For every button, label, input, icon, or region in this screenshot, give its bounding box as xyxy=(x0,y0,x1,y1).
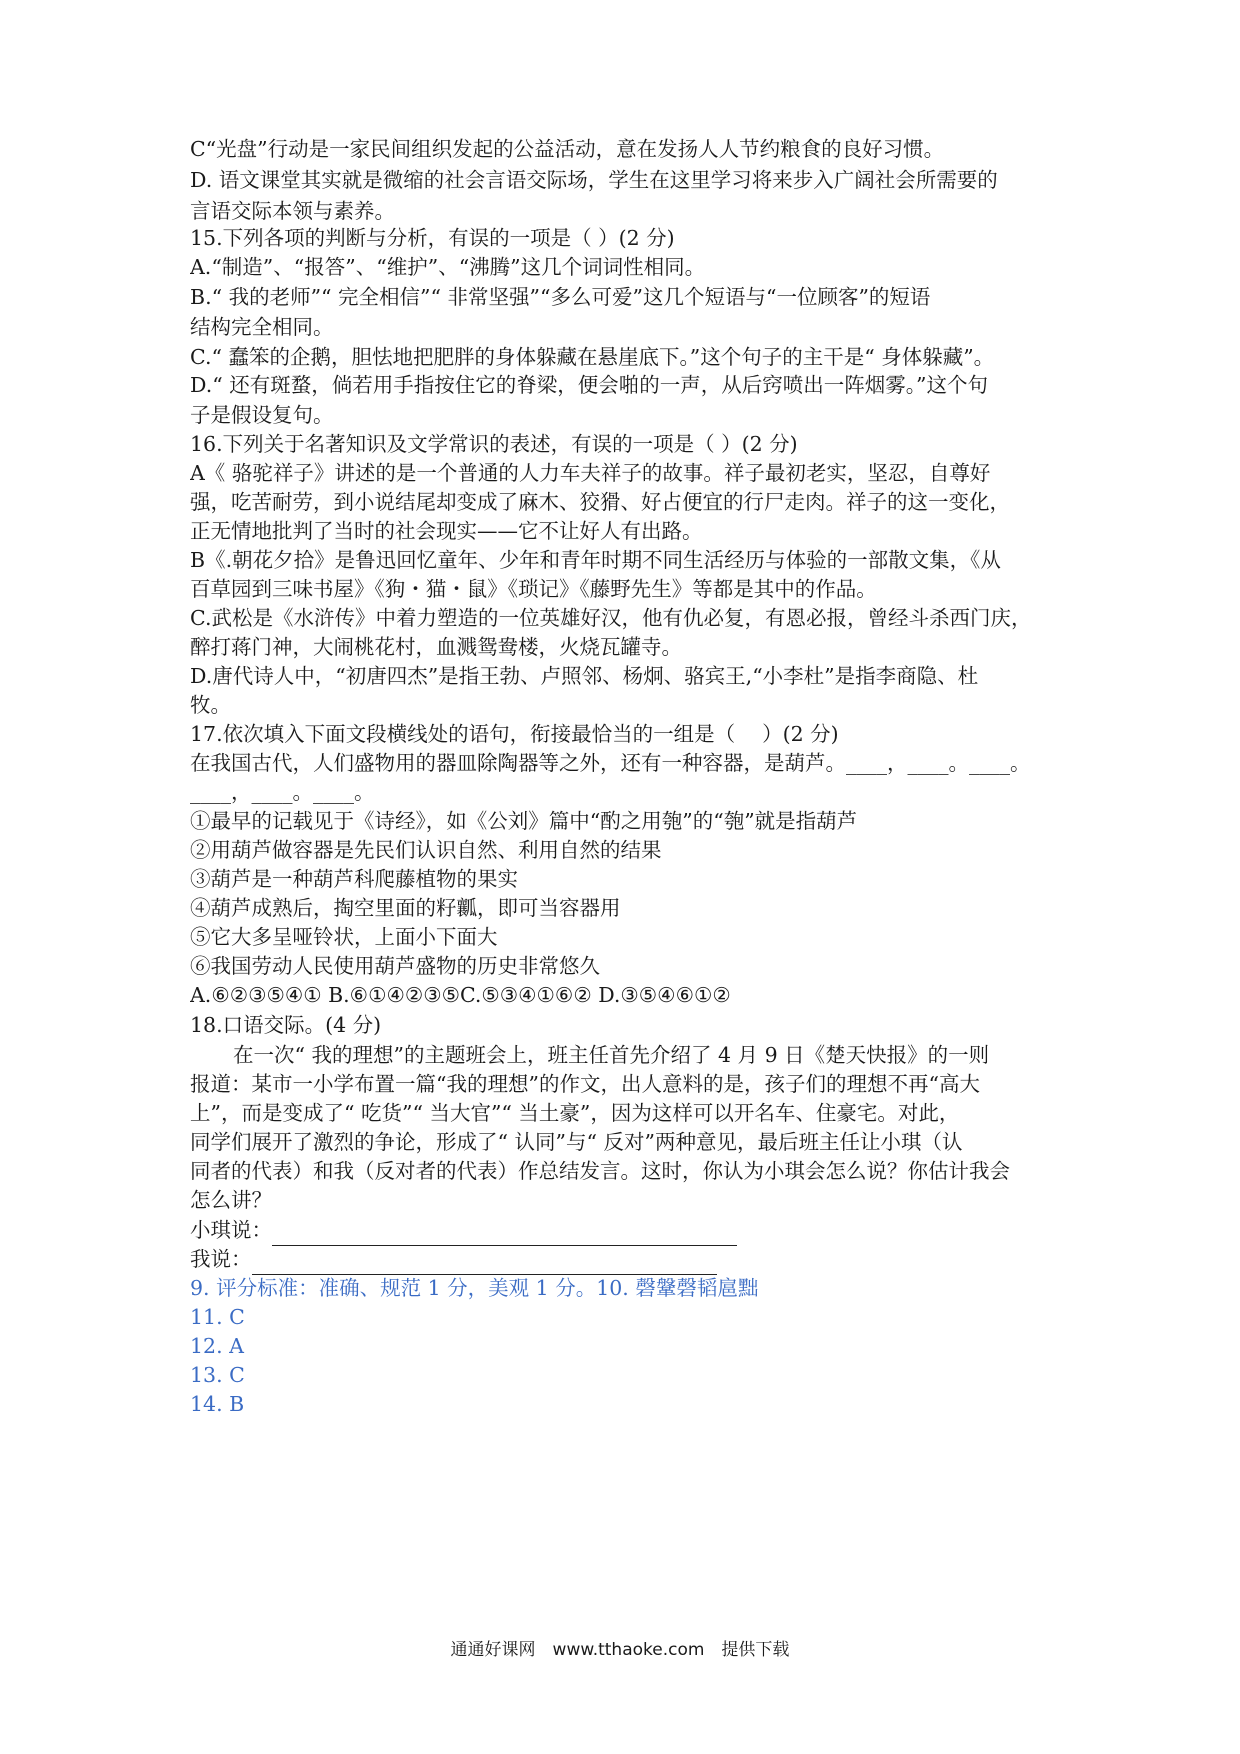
q15-option-b-continued: 结构完全相同。 xyxy=(190,315,334,339)
option-c-line: C“光盘”行动是一家民间组织发起的公益活动，意在发扬人人节约粮食的良好习惯。 xyxy=(190,137,945,161)
q18-passage-line6: 怎么讲？ xyxy=(190,1188,272,1212)
q17-passage: 在我国古代，人们盛物用的器皿除陶器等之外，还有一种容器，是葫芦。____，____。____。 xyxy=(190,751,1031,775)
q17-options: A.⑥②③⑤④① B.⑥①④②③⑤C.⑤③④①⑥② D.③⑤④⑥①② xyxy=(190,983,731,1007)
answer-key-11: 11. C xyxy=(190,1305,245,1329)
q18-passage-line3: 上”，而是变成了“ 吃货”“ 当大官”“ 当土豪”，因为这样可以开名车、住豪宅。对此， xyxy=(190,1101,960,1125)
q18-passage-line4: 同学们展开了激烈的争论，形成了“ 认同”与“ 反对”两种意见，最后班主任让小琪（认 xyxy=(190,1130,963,1154)
xiaoqi-answer-row xyxy=(190,1214,1060,1246)
q15-option-a: A.“制造”、“报答”、“维护”、“沸腾”这几个词词性相同。 xyxy=(190,255,706,279)
option-d-continued: 言语交际本领与素养。 xyxy=(190,199,395,223)
q16-option-b-continued: 百草园到三味书屋》《狗・猫・鼠》《琐记》《藤野先生》等都是其中的作品。 xyxy=(190,577,877,601)
q18-passage-line5: 同者的代表）和我（反对者的代表）作总结发言。这时，你认为小琪会怎么说？你估计我会 xyxy=(190,1159,1010,1183)
q16-option-c-continued: 醉打蒋门神，大闹桃花村，血溅鸳鸯楼，火烧瓦罐寺。 xyxy=(190,635,682,659)
q18-passage-line2: 报道：某市一小学布置一篇“我的理想”的作文，出人意料的是，孩子们的理想不再“高大 xyxy=(190,1072,980,1096)
question-18-title: 18.口语交际。(4 分) xyxy=(190,1013,382,1037)
answer-key-9-10: 9. 评分标准：准确、规范 1 分，美观 1 分。10. 磬鞶磬韬扈黜 xyxy=(190,1276,759,1300)
q16-option-a-line2: 强，吃苦耐劳，到小说结尾却变成了麻木、狡猾、好占便宜的行尸走肉。祥子的这一变化， xyxy=(190,490,1010,514)
xiaoqi-label: 小琪说： xyxy=(190,1218,272,1242)
option-d-line: D. 语文课堂其实就是微缩的社会言语交际场，学生在这里学习将来步入广阔社会所需要的 xyxy=(190,168,998,192)
my-label: 我说： xyxy=(190,1247,252,1271)
q17-sentence-5: ⑤它大多呈哑铃状，上面小下面大 xyxy=(190,925,498,949)
question-16-title: 16.下列关于名著知识及文学常识的表述，有误的一项是（ ）(2 分) xyxy=(190,432,798,456)
q15-option-b: B.“ 我的老师”“ 完全相信”“ 非常坚强”“多么可爱”这几个短语与“一位顾客”的短语 xyxy=(190,285,931,309)
q17-passage-continued: ____，____。____。 xyxy=(190,780,375,804)
my-answer-row xyxy=(190,1243,1060,1275)
q16-option-b: B《.朝花夕拾》是鲁迅回忆童年、少年和青年时期不同生活经历与体验的一部散文集，《从 xyxy=(190,548,1001,572)
q16-option-d-continued: 牧。 xyxy=(190,693,231,717)
q16-option-c: C.武松是《水浒传》中着力塑造的一位英雄好汉，他有仇必复，有恩必报，曾经斗杀西门庆， xyxy=(190,606,1032,630)
answer-key-14: 14. B xyxy=(190,1392,245,1416)
q17-sentence-6: ⑥我国劳动人民使用葫芦盛物的历史非常悠久 xyxy=(190,954,600,978)
question-15-title: 15.下列各项的判断与分析，有误的一项是（ ）(2 分) xyxy=(190,226,675,250)
q16-option-a-line3: 正无情地批判了当时的社会现实——它不让好人有出路。 xyxy=(190,519,703,543)
q16-option-a: A《 骆驼祥子》讲述的是一个普通的人力车夫祥子的故事。祥子最初老实，坚忍，自尊好 xyxy=(190,461,991,485)
page-footer: 通通好课网 www.tthaoke.com 提供下载 xyxy=(450,1640,790,1660)
answer-key-13: 13. C xyxy=(190,1363,245,1387)
q15-option-c: C.“ 蠢笨的企鹅，胆怯地把肥胖的身体躲藏在悬崖底下。”这个句子的主干是“ 身体躲藏”。 xyxy=(190,345,995,369)
q17-sentence-2: ②用葫芦做容器是先民们认识自然、利用自然的结果 xyxy=(190,838,662,862)
question-17-title: 17.依次填入下面文段横线处的语句，衔接最恰当的一组是（ ）(2 分) xyxy=(190,722,839,746)
q17-sentence-1: ①最早的记载见于《诗经》，如《公刘》篇中“酌之用匏”的“匏”就是指葫芦 xyxy=(190,809,858,833)
q15-option-d: D.“ 还有斑蝥，倘若用手指按住它的脊梁，便会啪的一声，从后窍喷出一阵烟雾。”这个句 xyxy=(190,373,988,397)
answer-key-12: 12. A xyxy=(190,1334,244,1358)
q15-option-d-continued: 子是假设复句。 xyxy=(190,403,334,427)
q17-sentence-4: ④葫芦成熟后，掏空里面的籽瓤，即可当容器用 xyxy=(190,896,621,920)
q17-sentence-3: ③葫芦是一种葫芦科爬藤植物的果实 xyxy=(190,867,518,891)
q16-option-d: D.唐代诗人中，“初唐四杰”是指王勃、卢照邻、杨炯、骆宾王,“小李杜”是指李商隐、杜 xyxy=(190,664,979,688)
q18-passage-line1: 在一次“ 我的理想”的主题班会上，班主任首先介绍了 4 月 9 日《楚天快报》的一则 xyxy=(233,1043,990,1067)
